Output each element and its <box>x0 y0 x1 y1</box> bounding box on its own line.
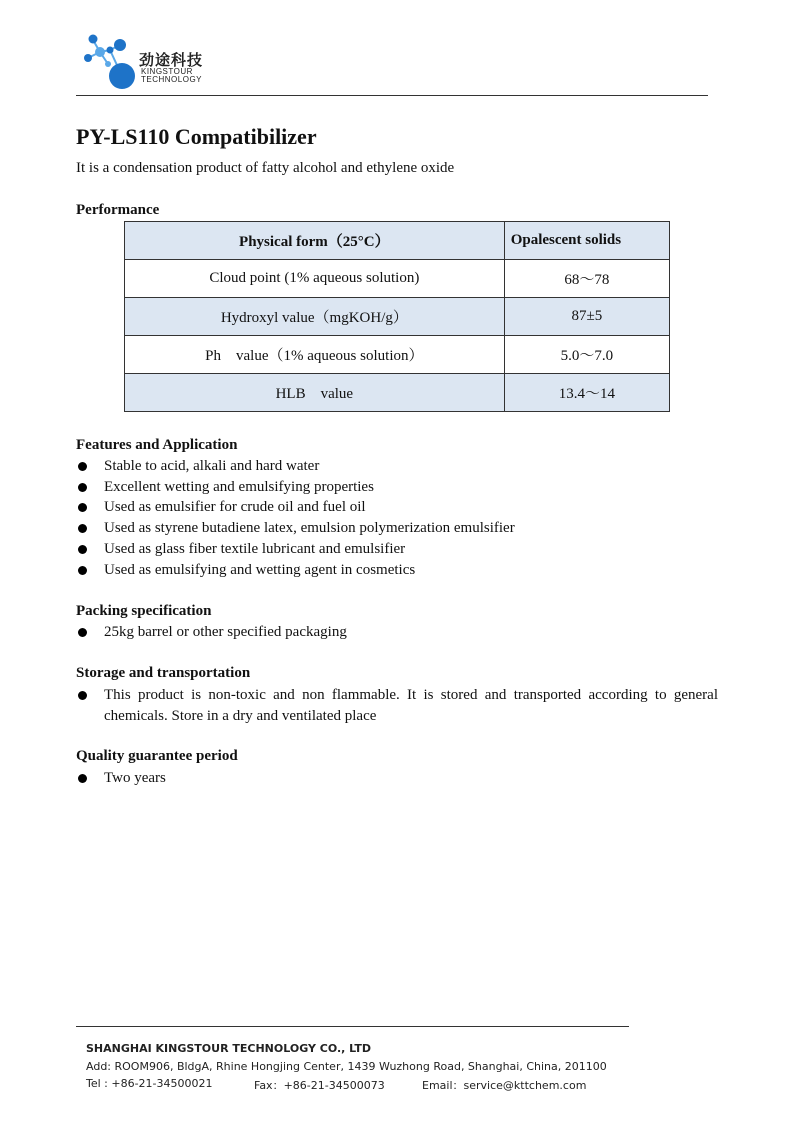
table-cell-value: Opalescent solids <box>504 222 669 260</box>
performance-heading: Performance <box>76 202 160 218</box>
features-list <box>76 456 718 580</box>
table-cell-value: 87±5 <box>504 298 669 336</box>
list-item-text: Two years <box>104 770 166 786</box>
bullet-icon <box>78 774 87 783</box>
table-cell-property: Ph value（1% aqueous solution） <box>125 336 505 374</box>
table-row <box>125 336 670 374</box>
table-cell-property: Cloud point (1% aqueous solution) <box>125 260 505 298</box>
list-item <box>76 560 718 581</box>
list-item-text: 25kg barrel or other specified packaging <box>104 624 347 640</box>
footer-tel: Tel : +86-21-34500021 <box>86 1077 213 1090</box>
logo-english-name-line1: KINGSTOUR <box>141 67 193 76</box>
quality-list <box>76 768 718 789</box>
bullet-icon <box>78 462 87 471</box>
logo-chinese-name: 劲途科技 <box>139 51 204 69</box>
document-title: PY-LS110 Compatibilizer <box>76 124 317 149</box>
document-subtitle: It is a condensation product of fatty alcohol and ethylene oxide <box>76 160 455 176</box>
list-item <box>76 768 718 789</box>
company-logo <box>80 30 220 92</box>
list-item <box>76 622 718 643</box>
packing-list <box>76 622 718 643</box>
footer-email[interactable]: Email：service@kttchem.com <box>422 1079 587 1092</box>
table-cell-value: 13.4～14 <box>504 374 669 412</box>
bullet-icon <box>78 566 87 575</box>
molecule-logo-icon <box>80 30 140 92</box>
packing-heading: Packing specification <box>76 603 212 619</box>
footer-divider <box>76 1026 629 1027</box>
features-heading: Features and Application <box>76 437 238 453</box>
table-cell-property: Hydroxyl value（mgKOH/g） <box>125 298 505 336</box>
table-cell-value: 5.0～7.0 <box>504 336 669 374</box>
bullet-icon <box>78 628 87 637</box>
storage-heading: Storage and transportation <box>76 665 251 681</box>
table-row <box>125 222 670 260</box>
list-item <box>76 518 718 539</box>
list-item-text: Used as emulsifier for crude oil and fuel oil <box>104 499 366 516</box>
list-item-text: Excellent wetting and emulsifying properties <box>104 478 374 495</box>
list-item <box>76 497 718 518</box>
list-item <box>76 539 718 560</box>
storage-list <box>76 685 718 726</box>
bullet-icon <box>78 503 87 512</box>
footer-company-name: SHANGHAI KINGSTOUR TECHNOLOGY CO., LTD <box>86 1042 371 1055</box>
performance-table <box>124 221 670 412</box>
table-cell-value: 68～78 <box>504 260 669 298</box>
logo-english-name-line2: TECHNOLOGY <box>141 75 203 84</box>
quality-heading: Quality guarantee period <box>76 748 238 764</box>
bullet-icon <box>78 483 87 492</box>
list-item-text: Stable to acid, alkali and hard water <box>104 458 320 474</box>
bullet-icon <box>78 691 87 700</box>
table-cell-property: HLB value <box>125 374 505 412</box>
table-cell-property: Physical form（25°C） <box>125 222 505 260</box>
bullet-icon <box>78 524 87 533</box>
footer-fax: Fax：+86-21-34500073 <box>254 1079 385 1092</box>
list-item <box>76 685 718 726</box>
list-item-text: This product is non-toxic and non flammable. It is stored and transported according to general chemicals. Store in a dry and ventilated place <box>104 687 718 724</box>
table-row <box>125 374 670 412</box>
footer-address: Add: ROOM906, BldgA, Rhine Hongjing Center, 1439 Wuzhong Road, Shanghai, China, 201100 <box>86 1060 607 1073</box>
list-item <box>76 477 718 498</box>
list-item <box>76 456 718 477</box>
list-item-text: Used as glass fiber textile lubricant and emulsifier <box>104 540 406 557</box>
table-row <box>125 260 670 298</box>
bullet-icon <box>78 545 87 554</box>
table-row <box>125 298 670 336</box>
list-item-text: Used as emulsifying and wetting agent in cosmetics <box>104 561 416 578</box>
header-divider <box>76 95 708 96</box>
list-item-text: Used as styrene butadiene latex, emulsion polymerization emulsifier <box>104 520 515 537</box>
